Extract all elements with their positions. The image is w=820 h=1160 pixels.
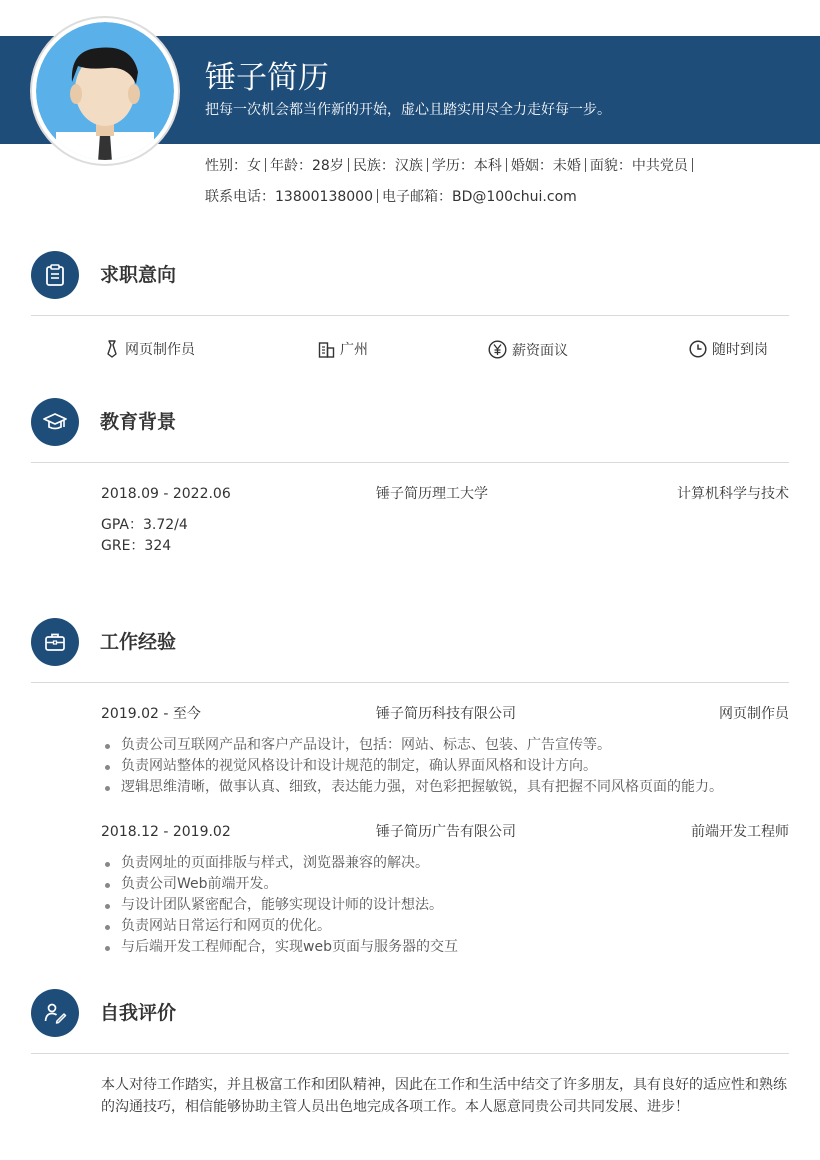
tie-icon [104, 340, 120, 358]
section-icon-self [31, 989, 79, 1037]
education-major: 计算机科学与技术 [677, 486, 789, 502]
list-item: 负责公司互联网产品和客户产品设计，包括：网站、标志、包装、广告宣传等。 [101, 735, 723, 756]
section-title-education: 教育背景 [100, 411, 177, 433]
job-2-company: 锤子简历广告有限公司 [376, 824, 516, 840]
info-ethnicity: 民族：汉族 [352, 158, 423, 174]
list-item: 逻辑思维清晰，做事认真、细致，表达能力强，对色彩把握敏锐，具有把握不同风格页面的能力。 [101, 777, 723, 798]
intent-salary-label: 薪资面议 [512, 343, 568, 359]
education-period: 2018.09 - 2022.06 [101, 486, 231, 502]
section-icon-work [31, 618, 79, 666]
resume-name: 锤子简历 [205, 60, 329, 96]
section-title-self: 自我评价 [100, 1002, 177, 1024]
resume-motto: 把每一次机会都当作新的开始，虚心且踏实用尽全力走好每一步。 [205, 102, 611, 118]
info-gender: 性别：女 [205, 158, 261, 174]
graduation-cap-icon [43, 410, 67, 434]
divider [31, 682, 789, 683]
intent-city [318, 340, 368, 360]
personal-info-row-1 [205, 156, 697, 176]
job-1-company: 锤子简历科技有限公司 [376, 706, 516, 722]
intent-salary [488, 340, 568, 361]
list-item: 与后端开发工程师配合，实现web页面与服务器的交互 [101, 937, 458, 958]
job-2-role: 前端开发工程师 [691, 824, 789, 840]
intent-position [104, 340, 195, 360]
section-icon-education [31, 398, 79, 446]
avatar [32, 18, 178, 164]
building-icon [318, 341, 335, 358]
personal-info-row-2 [205, 187, 577, 207]
list-item: 负责网站整体的视觉风格设计和设计规范的制定，确认界面风格和设计方向。 [101, 756, 723, 777]
yuan-icon [488, 340, 507, 359]
divider [31, 315, 789, 316]
job-1-period: 2019.02 - 至今 [101, 706, 201, 722]
education-gpa: GPA：3.72/4 [101, 517, 188, 533]
divider [31, 462, 789, 463]
intent-availability [689, 340, 768, 360]
job-1-role: 网页制作员 [719, 706, 789, 722]
list-item: 负责网址的页面排版与样式，浏览器兼容的解决。 [101, 853, 458, 874]
self-evaluation-text: 本人对待工作踏实，并且极富工作和团队精神，因此在工作和生活中结交了许多朋友，具有良好的适应性和熟练的沟通技巧，相信能够协助主管人员出色地完成各项工作。本人愿意同贵公司共同发展、进步！ [101, 1077, 787, 1115]
info-degree: 学历：本科 [431, 158, 502, 174]
job-2-duties [101, 853, 458, 958]
clock-icon [689, 340, 707, 358]
intent-city-label: 广州 [340, 342, 368, 358]
info-political: 面貌：中共党员 [589, 158, 688, 174]
pen-person-icon [43, 1001, 67, 1025]
info-email: 电子邮箱：BD@100chui.com [381, 189, 577, 205]
list-item: 与设计团队紧密配合，能够实现设计师的设计想法。 [101, 895, 458, 916]
list-item: 负责网站日常运行和网页的优化。 [101, 916, 458, 937]
info-marital: 婚姻：未婚 [510, 158, 581, 174]
intent-availability-label: 随时到岗 [712, 342, 768, 358]
clipboard-icon [43, 263, 67, 287]
briefcase-icon [43, 630, 67, 654]
education-school: 锤子简历理工大学 [376, 486, 488, 502]
section-title-work: 工作经验 [100, 631, 177, 653]
info-age: 年龄：28岁 [270, 158, 344, 174]
education-gre: GRE：324 [101, 538, 172, 554]
section-title-intent: 求职意向 [100, 264, 177, 286]
job-2-period: 2018.12 - 2019.02 [101, 824, 231, 840]
divider [31, 1053, 789, 1054]
person-avatar-icon [36, 22, 174, 160]
section-icon-intent [31, 251, 79, 299]
list-item: 负责公司Web前端开发。 [101, 874, 458, 895]
intent-position-label: 网页制作员 [125, 342, 195, 358]
info-phone: 联系电话：13800138000 [205, 189, 373, 205]
job-1-duties [101, 735, 723, 798]
